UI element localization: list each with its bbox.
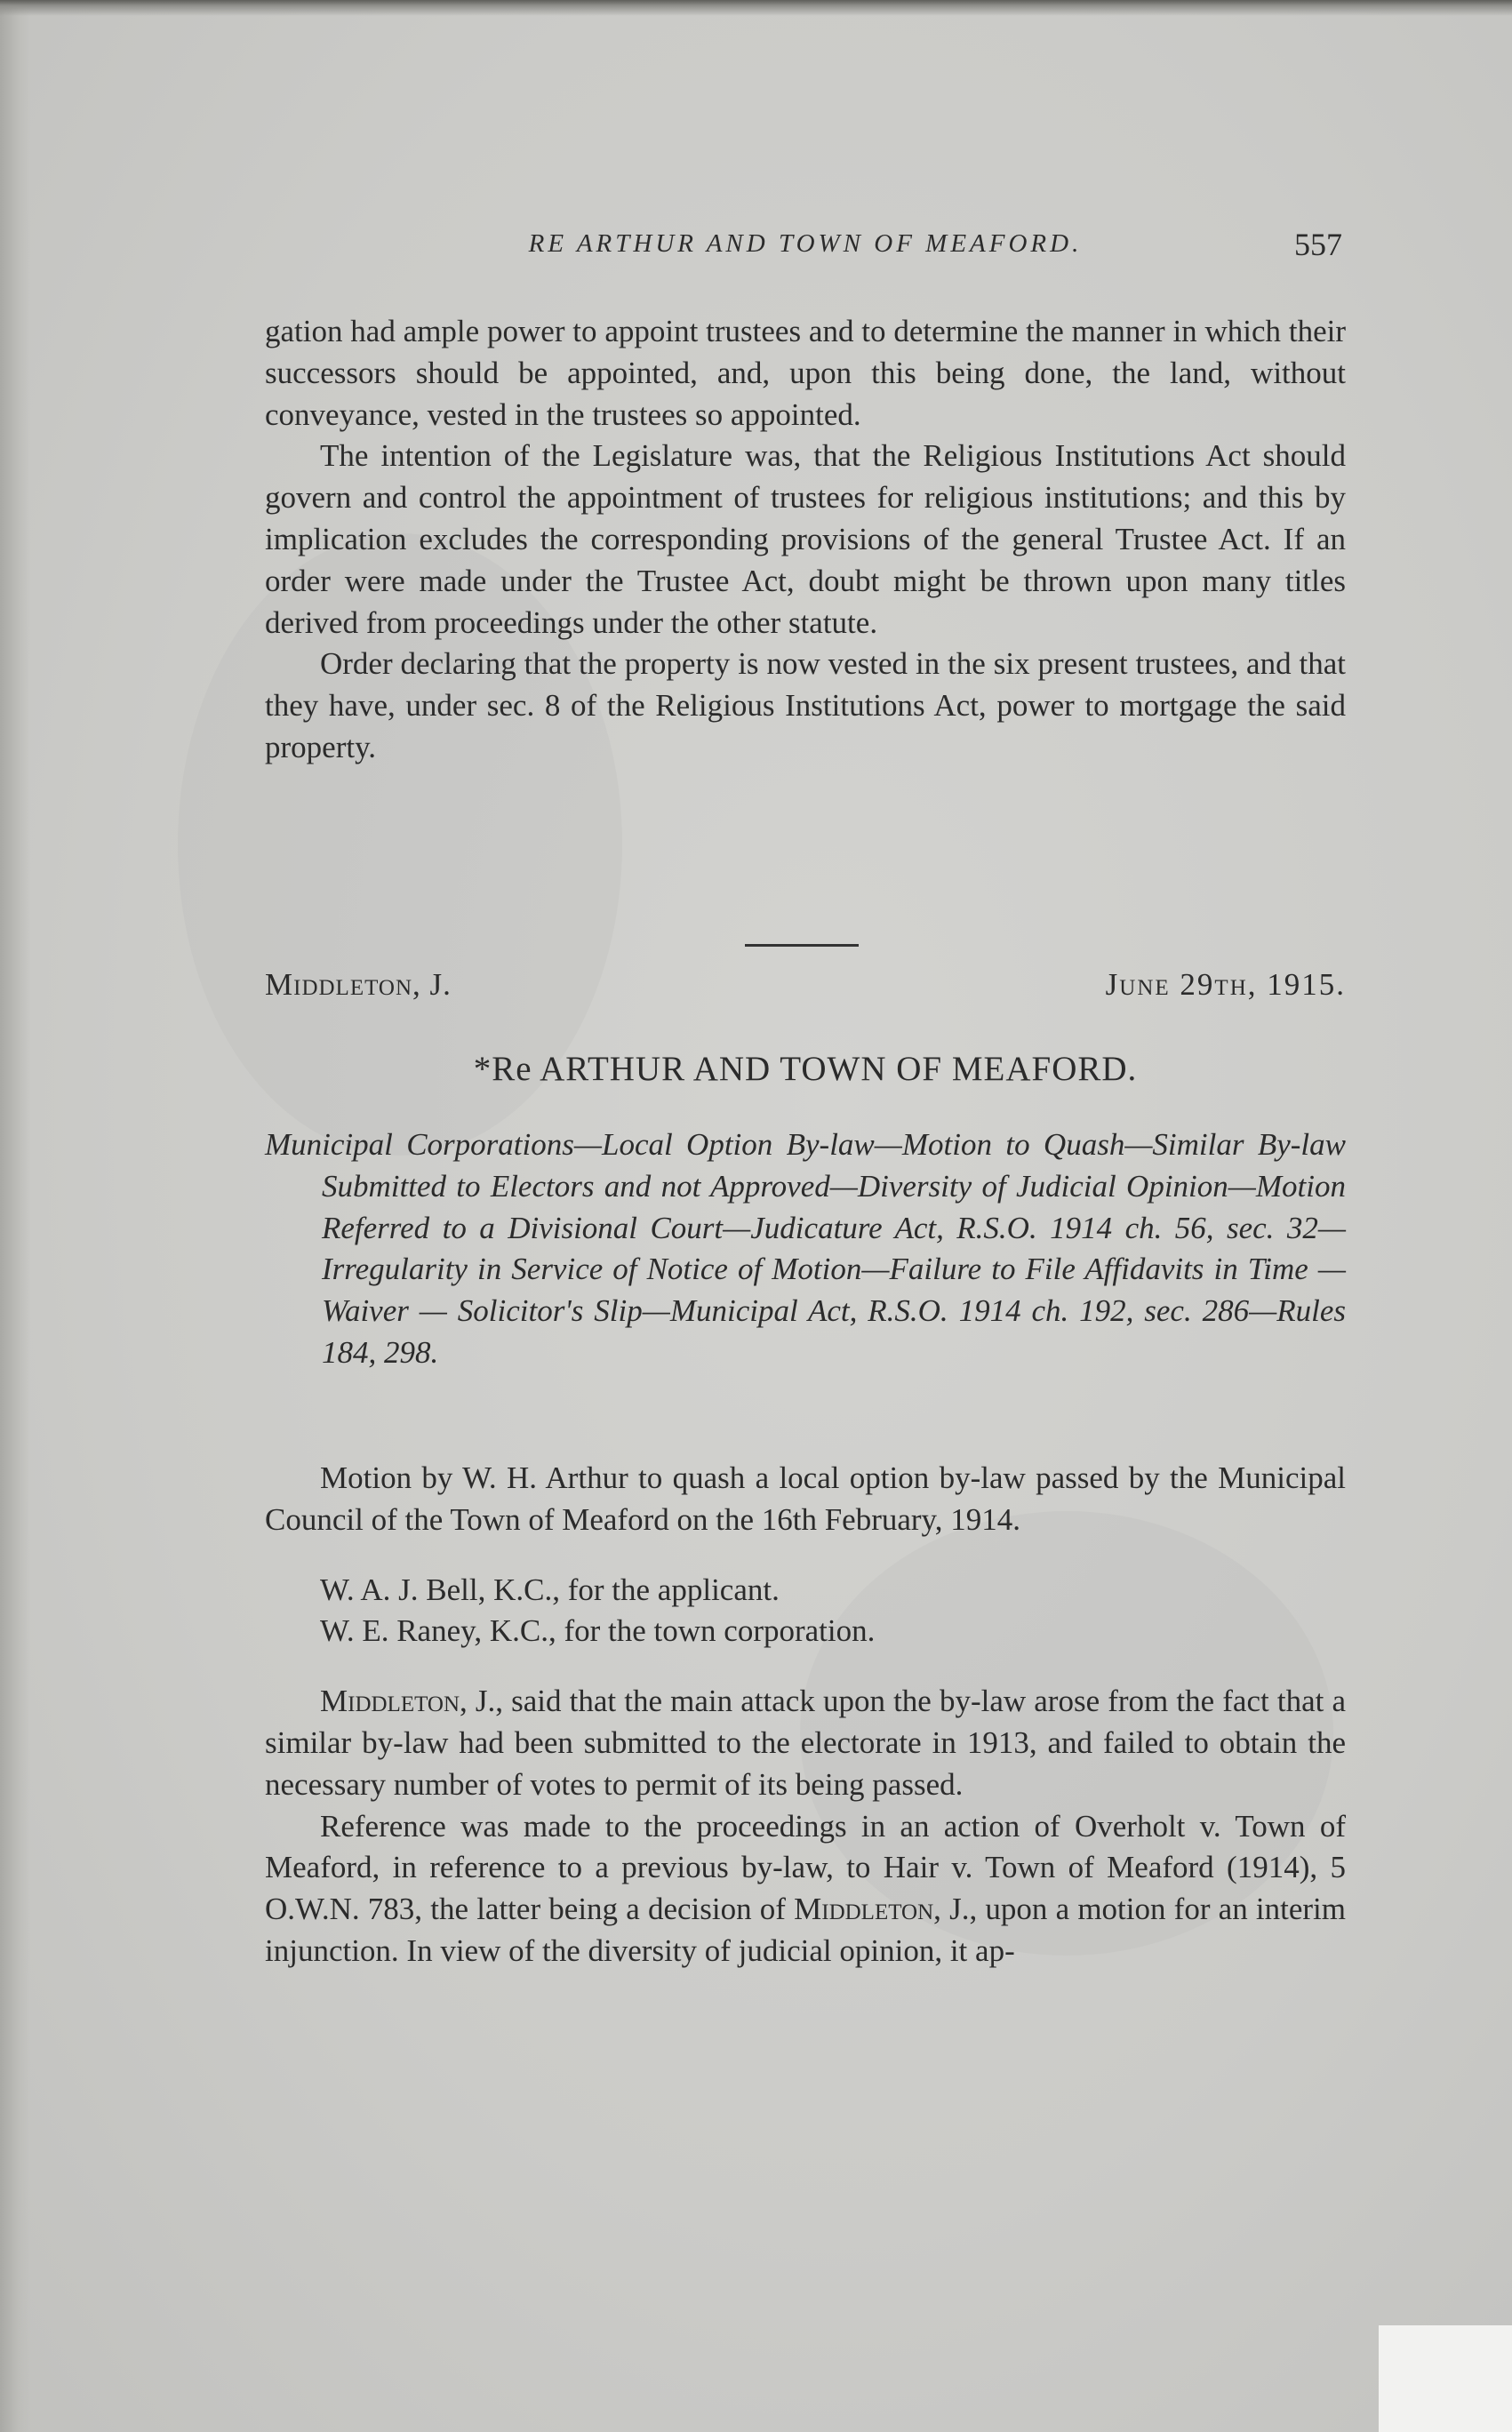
counsel-line: W. A. J. Bell, K.C., for the applicant. bbox=[320, 1572, 780, 1607]
decision-date: June 29th, 1915. bbox=[1105, 967, 1346, 1002]
judgment-text: , upon a motion for an interim injunction. In view of the diversity of judicial opinion, it ap- bbox=[265, 1892, 1346, 1968]
top-edge-shadow bbox=[0, 0, 1512, 16]
running-title: RE ARTHUR AND TOWN OF MEAFORD. bbox=[528, 229, 1083, 258]
page-corner bbox=[1379, 2325, 1512, 2432]
judge-name: Middleton, J. bbox=[265, 967, 452, 1002]
counsel-line: W. E. Raney, K.C., for the town corporation. bbox=[320, 1613, 876, 1649]
section-divider bbox=[745, 944, 859, 947]
case-title: *Re ARTHUR AND TOWN OF MEAFORD. bbox=[473, 1050, 1138, 1088]
running-head bbox=[265, 229, 1346, 268]
case-body bbox=[265, 1458, 1346, 1972]
spine-shadow bbox=[0, 0, 30, 2432]
judgment-paragraph bbox=[265, 1681, 1346, 1805]
judge-name: Middleton, J. bbox=[794, 1892, 970, 1927]
previous-case-conclusion bbox=[265, 311, 1346, 769]
paragraph: gation had ample power to appoint trustees and to determine the manner in which their successors should be appointed, and, upon this being done, the land, without conveyance, vested in the trustees so appointed. bbox=[265, 314, 1346, 432]
headnote: Municipal Corporations—Local Option By-law—Motion to Quash—Similar By-law Submitted to Electors and not Approved—Diversity of Judicial Opinion—Motion Referred to a Divisional Court—Judicature Act, R.S.O. 1914 ch. 56, sec. 32—Irregularity in Service of Notice of Motion—Failure to File Affidavits in Time — Waiver — Solicitor's Slip—Municipal Act, R.S.O. 1914 ch. 192, sec. 286—Rules 184, 298. bbox=[265, 1127, 1346, 1370]
paragraph: Order declaring that the property is now vested in the six present trustees, and that they have, under sec. 8 of the Religious Institutions Act, power to mortgage the said property. bbox=[265, 646, 1346, 764]
motion-paragraph: Motion by W. H. Arthur to quash a local option by-law passed by the Municipal Council of the Town of Meaford on the 16th February, 1914. bbox=[265, 1460, 1346, 1537]
judgment-text: , said that the main attack upon the by-law arose from the fact that a similar by-law had been submitted to the electorate in 1913, and failed to obtain the necessary number of votes to permit of its being passed. bbox=[265, 1684, 1346, 1802]
judge-name: Middleton, J. bbox=[320, 1684, 496, 1719]
judgment-text: Reference was made to the proceedings in an action of Overholt v. Town of Meaford, in reference to a previous by-law, to Hair v. Town of Meaford (1914), 5 O.W.N. 783, the latter being a decision of bbox=[265, 1808, 1346, 1927]
page-number: 557 bbox=[1294, 227, 1342, 262]
paragraph: The intention of the Legislature was, that the Religious Institutions Act should govern and control the appointment of trustees for religious institutions; and this by implication excludes the corresponding provisions of the general Trustee Act. If an order were made under the Trustee Act, doubt might be thrown upon many titles derived from proceedings under the other statute. bbox=[265, 438, 1346, 640]
judgment-paragraph bbox=[265, 1806, 1346, 1972]
